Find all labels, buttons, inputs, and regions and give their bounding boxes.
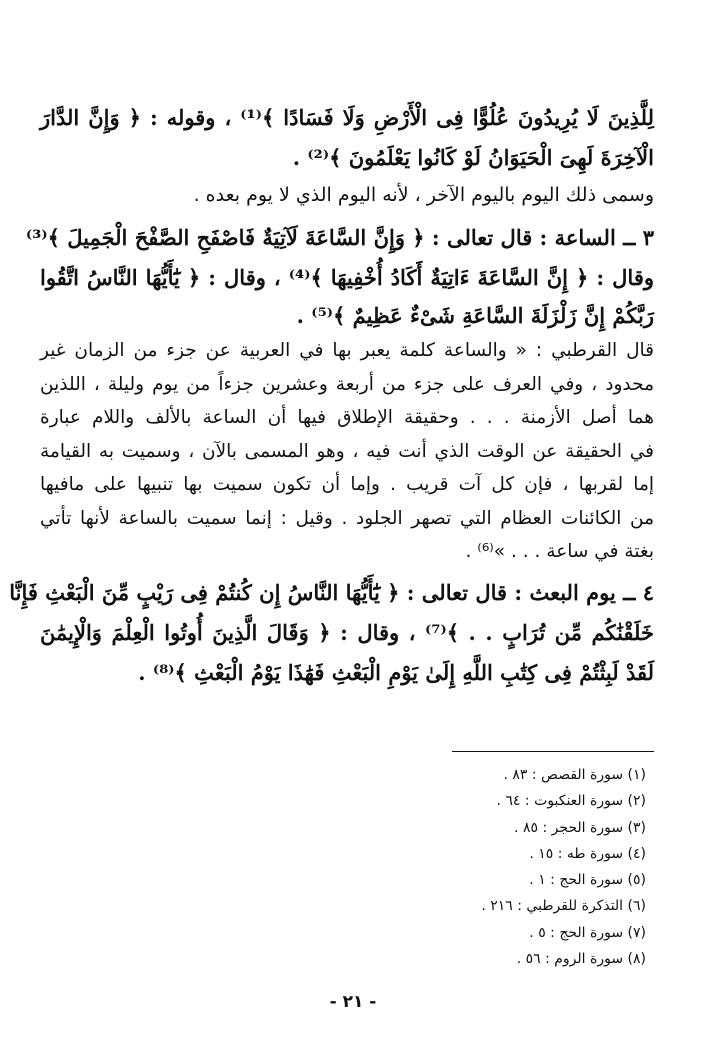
quote-line: محدود ، وفي العرف على جزء من أربعة وعشرين جزءاً من يوم وليلة ، اللذين — [40, 373, 654, 395]
quote-line: في الحقيقة عن الوقت الذي أنت فيه ، وهو المسمى بالآن ، وسميت به القيامة — [40, 440, 654, 462]
footnote-divider — [452, 751, 654, 752]
body-line: خَلَقْنَٰكُم مِّن تُرَابٍ . . ﴾⁽⁷⁾ ، وقال : ﴿ وَقَالَ الَّذِينَ أُوتُوا الْعِلْمَ وَالْإِيمَٰنَ — [40, 619, 654, 645]
body-line: وسمى ذلك اليوم باليوم الآخر ، لأنه اليوم الذي لا يوم بعده . — [193, 184, 654, 206]
quote-line: بغتة في ساعة . . . »⁽⁶⁾ . — [465, 541, 654, 562]
body-line: الْآخِرَةَ لَهِىَ الْحَيَوَانُ لَوْ كَانُوا يَعْلَمُونَ ﴾⁽²⁾ . — [292, 145, 654, 170]
footnote: (٦) التذكرة للقرطبي : ٢١٦ . — [481, 898, 646, 915]
footnote: (٨) سورة الروم : ٥٦ . — [516, 951, 646, 968]
footnote: (٧) سورة الحج : ٥ . — [529, 924, 646, 941]
section-heading-al-saa: ٣ ــ الساعة : قال تعالى : ﴿ وَإِنَّ السَّاعَةَ لَآتِيَةٌ فَاصْفَحِ الصَّفْحَ الْجَمِيلَ ﴾⁽³⁾ — [25, 225, 654, 250]
body-line: رَبَّكُمْ إِنَّ زَلْزَلَةَ السَّاعَةِ شَىْءٌ عَظِيمٌ ﴾⁽⁵⁾ . — [296, 303, 654, 328]
section-heading-yawm-al-baath: ٤ ــ يوم البعث : قال تعالى : ﴿ يَٰٓأَيُّهَا النَّاسُ إِن كُنتُمْ فِى رَيْبٍ مِّنَ الْبَعْثِ فَإِنَّا — [9, 579, 654, 605]
body-line: لِلَّذِينَ لَا يُرِيدُونَ عُلُوًّا فِى الْأَرْضِ وَلَا فَسَادًا ﴾⁽¹⁾ ، وقوله : ﴿ وَإِنَّ الدَّارَ — [40, 105, 654, 130]
page-number: - ٢١ - — [329, 992, 377, 1012]
footnote: (٥) سورة الحج : ١ . — [529, 872, 646, 889]
quote-line: هما أصل الأزمنة . . . وحقيقة الإطلاق فيها أن الساعة بالألف واللام عبارة — [40, 407, 654, 428]
quote-line: قال القرطبي : « والساعة كلمة يعبر بها في العربية عن جزء من الزمان غير — [40, 340, 654, 361]
quote-line: إما لقربها ، فإن كل آت قريب . وإما أن تكون سميت بها تنبيها على مافيها — [40, 474, 654, 495]
quote-line: من الكائنات العظام التي تصهر الجلود . وقيل : إنما سميت بالساعة لأنها تأتي — [40, 507, 654, 529]
footnote: (٣) سورة الحجر : ٨٥ . — [514, 819, 646, 836]
body-line: وقال : ﴿ إِنَّ السَّاعَةَ ءَاتِيَةٌ أَكَادُ أُخْفِيهَا ﴾⁽⁴⁾ ، وقال : ﴿ يَٰٓأَيُّهَا النَّاسُ اتَّقُوا — [40, 265, 655, 290]
footnotes-list — [481, 762, 646, 972]
footnote: (١) سورة القصص : ٨٣ . — [503, 767, 646, 783]
footnote: (٤) سورة طه : ١٥ . — [529, 845, 646, 862]
footnote: (٢) سورة العنكبوت : ٦٤ . — [496, 793, 646, 810]
body-line: لَقَدْ لَبِثْتُمْ فِى كِتَٰبِ اللَّهِ إِلَىٰ يَوْمِ الْبَعْثِ فَهَٰذَا يَوْمُ الْبَعْثِ ﴾⁽⁸⁾ . — [138, 659, 654, 685]
